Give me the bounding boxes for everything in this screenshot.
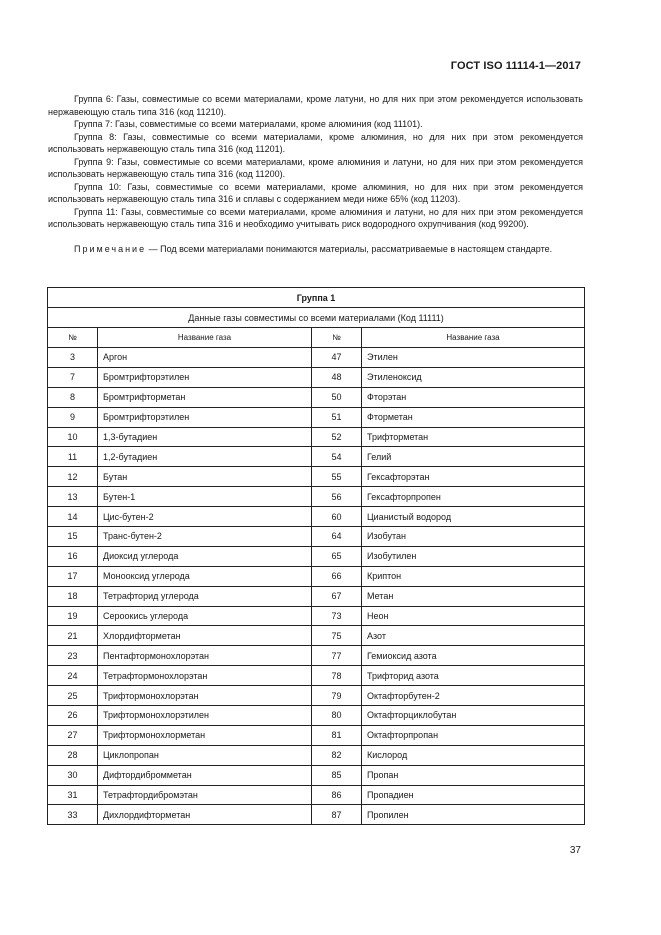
gas-name: Тетрафтормонохлорэтан [98, 666, 312, 686]
gas-name: Трифтормонохлорметан [98, 725, 312, 745]
gas-name: Октафторциклобутан [362, 706, 585, 726]
gas-number: 51 [312, 407, 362, 427]
gas-name: 1,3-бутадиен [98, 427, 312, 447]
table-row [48, 745, 585, 765]
table-row [48, 626, 585, 646]
gas-number: 67 [312, 586, 362, 606]
gas-name: Пропадиен [362, 785, 585, 805]
note-text: — Под всеми материалами понимаются материалы, рассматриваемые в настоящем стандарте. [146, 244, 553, 254]
gas-name: Циклопропан [98, 745, 312, 765]
table-row [48, 606, 585, 626]
note-label: Примечание [74, 244, 147, 254]
gas-name: Аргон [98, 348, 312, 368]
gas-number: 81 [312, 725, 362, 745]
gas-name: Пропан [362, 765, 585, 785]
gas-number: 24 [48, 666, 98, 686]
gas-name: Цианистый водород [362, 507, 585, 527]
gas-number: 11 [48, 447, 98, 467]
group-title: Группа 1 [48, 288, 585, 308]
document-header: ГОСТ ISO 11114-1—2017 [450, 60, 581, 72]
gas-number: 86 [312, 785, 362, 805]
table-row [48, 387, 585, 407]
table-row [48, 487, 585, 507]
gas-number: 8 [48, 387, 98, 407]
gas-number: 64 [312, 527, 362, 547]
gas-number: 55 [312, 467, 362, 487]
gas-number: 48 [312, 367, 362, 387]
gas-number: 75 [312, 626, 362, 646]
group-subtitle: Данные газы совместимы со всеми материалами (Код 11111) [48, 308, 585, 328]
gas-table-body [48, 348, 585, 825]
gas-number: 73 [312, 606, 362, 626]
note [48, 243, 583, 256]
gas-number: 56 [312, 487, 362, 507]
table-row [48, 427, 585, 447]
gas-name: Трифторметан [362, 427, 585, 447]
table-row [48, 785, 585, 805]
gas-name: Дихлордифторметан [98, 805, 312, 825]
gas-number: 27 [48, 725, 98, 745]
gas-number: 65 [312, 546, 362, 566]
gas-name: Гелий [362, 447, 585, 467]
gas-number: 28 [48, 745, 98, 765]
gas-name: Гексафторэтан [362, 467, 585, 487]
gas-name: Тетрафтордибромэтан [98, 785, 312, 805]
column-header-name-left: Название газа [98, 328, 312, 348]
gas-name: Октафторпропан [362, 725, 585, 745]
gas-name: Кислород [362, 745, 585, 765]
gas-name: Криптон [362, 566, 585, 586]
table-row [48, 367, 585, 387]
gas-name: Этилен [362, 348, 585, 368]
gas-number: 19 [48, 606, 98, 626]
gas-name: Азот [362, 626, 585, 646]
gas-name: Пропилен [362, 805, 585, 825]
gas-name: Трифтормонохлорэтан [98, 686, 312, 706]
table-row [48, 725, 585, 745]
gas-name: Изобутан [362, 527, 585, 547]
gas-number: 14 [48, 507, 98, 527]
gas-number: 13 [48, 487, 98, 507]
gas-number: 85 [312, 765, 362, 785]
gas-number: 87 [312, 805, 362, 825]
gas-number: 30 [48, 765, 98, 785]
gas-name: Бутан [98, 467, 312, 487]
table-row [48, 666, 585, 686]
gas-name: Бромтрифторметан [98, 387, 312, 407]
gas-name: Диоксид углерода [98, 546, 312, 566]
gas-number: 7 [48, 367, 98, 387]
table-row [48, 566, 585, 586]
gas-number: 10 [48, 427, 98, 447]
gas-name: Бромтрифторэтилен [98, 367, 312, 387]
page-number: 37 [569, 845, 581, 856]
column-header-number-left: № [48, 328, 98, 348]
intro-paragraph-group-6: Группа 6: Газы, совместимые со всеми материалами, кроме латуни, но для них при этом рекомендуется использовать нержавеющую сталь типа 316 (код 11210). [48, 94, 583, 117]
gas-number: 80 [312, 706, 362, 726]
gas-name: Фторметан [362, 407, 585, 427]
gas-number: 50 [312, 387, 362, 407]
gas-name: Гемиоксид азота [362, 646, 585, 666]
gas-number: 18 [48, 586, 98, 606]
gas-number: 33 [48, 805, 98, 825]
gas-number: 15 [48, 527, 98, 547]
gas-name: Дифтордибромметан [98, 765, 312, 785]
gas-number: 66 [312, 566, 362, 586]
gas-name: Пентафтормонохлорэтан [98, 646, 312, 666]
gas-name: Фторэтан [362, 387, 585, 407]
gas-name: Хлордифторметан [98, 626, 312, 646]
column-header-name-right: Название газа [362, 328, 585, 348]
table-row [48, 447, 585, 467]
gas-number: 82 [312, 745, 362, 765]
intro-paragraph-group-10: Группа 10: Газы, совместимые со всеми материалами, кроме алюминия, но для них при этом рекомендуется использовать нержавеющую сталь типа 316 и сплавы с содержанием меди ниже 65% (код 11203). [48, 181, 583, 204]
gas-number: 52 [312, 427, 362, 447]
gas-number: 21 [48, 626, 98, 646]
gas-name: Бромтрифторэтилен [98, 407, 312, 427]
gas-name: Бутен-1 [98, 487, 312, 507]
gas-number: 54 [312, 447, 362, 467]
gas-name: Неон [362, 606, 585, 626]
gas-table [47, 287, 585, 825]
gas-name: 1,2-бутадиен [98, 447, 312, 467]
gas-name: Цис-бутен-2 [98, 507, 312, 527]
gas-number: 9 [48, 407, 98, 427]
table-row [48, 765, 585, 785]
gas-name: Транс-бутен-2 [98, 527, 312, 547]
table-row [48, 805, 585, 825]
gas-number: 12 [48, 467, 98, 487]
table-row [48, 586, 585, 606]
intro-paragraph-group-7: Группа 7: Газы, совместимые со всеми материалами, кроме алюминия (код 11101). [74, 119, 423, 129]
gas-number: 23 [48, 646, 98, 666]
table-row [48, 348, 585, 368]
gas-number: 31 [48, 785, 98, 805]
gas-name: Сероокись углерода [98, 606, 312, 626]
gas-number: 26 [48, 706, 98, 726]
intro-paragraph-group-11: Группа 11: Газы, совместимые со всеми материалами, кроме алюминия и латуни, но для них при этом рекомендуется использовать нержавеющую сталь типа 316 и необходимо учитывать риск водородного охрупчивания (код 99200). [48, 206, 583, 229]
table-row [48, 507, 585, 527]
column-header-number-right: № [312, 328, 362, 348]
gas-name: Октафторбутен-2 [362, 686, 585, 706]
gas-name: Трифторид азота [362, 666, 585, 686]
gas-name: Гексафторпропен [362, 487, 585, 507]
gas-number: 25 [48, 686, 98, 706]
table-row [48, 467, 585, 487]
gas-name: Тетрафторид углерода [98, 586, 312, 606]
intro-paragraph-group-9: Группа 9: Газы, совместимые со всеми материалами, кроме алюминия и латуни, но для них при этом рекомендуется использовать нержавеющую сталь типа 316 (код 11200). [48, 156, 583, 179]
gas-name: Трифтормонохлорэтилен [98, 706, 312, 726]
intro-text [48, 93, 583, 231]
gas-name: Изобутилен [362, 546, 585, 566]
table-row [48, 706, 585, 726]
intro-paragraph-group-8: Группа 8: Газы, совместимые со всеми материалами, кроме алюминия, но для них при этом рекомендуется использовать нержавеющую сталь типа 316 (код 11201). [48, 131, 583, 154]
table-row [48, 407, 585, 427]
gas-number: 47 [312, 348, 362, 368]
table-row [48, 646, 585, 666]
gas-number: 16 [48, 546, 98, 566]
gas-number: 78 [312, 666, 362, 686]
table-row [48, 527, 585, 547]
gas-name: Монооксид углерода [98, 566, 312, 586]
gas-name: Метан [362, 586, 585, 606]
table-row [48, 686, 585, 706]
gas-number: 79 [312, 686, 362, 706]
gas-number: 3 [48, 348, 98, 368]
table-row [48, 546, 585, 566]
gas-number: 77 [312, 646, 362, 666]
gas-name: Этиленоксид [362, 367, 585, 387]
gas-number: 60 [312, 507, 362, 527]
gas-number: 17 [48, 566, 98, 586]
